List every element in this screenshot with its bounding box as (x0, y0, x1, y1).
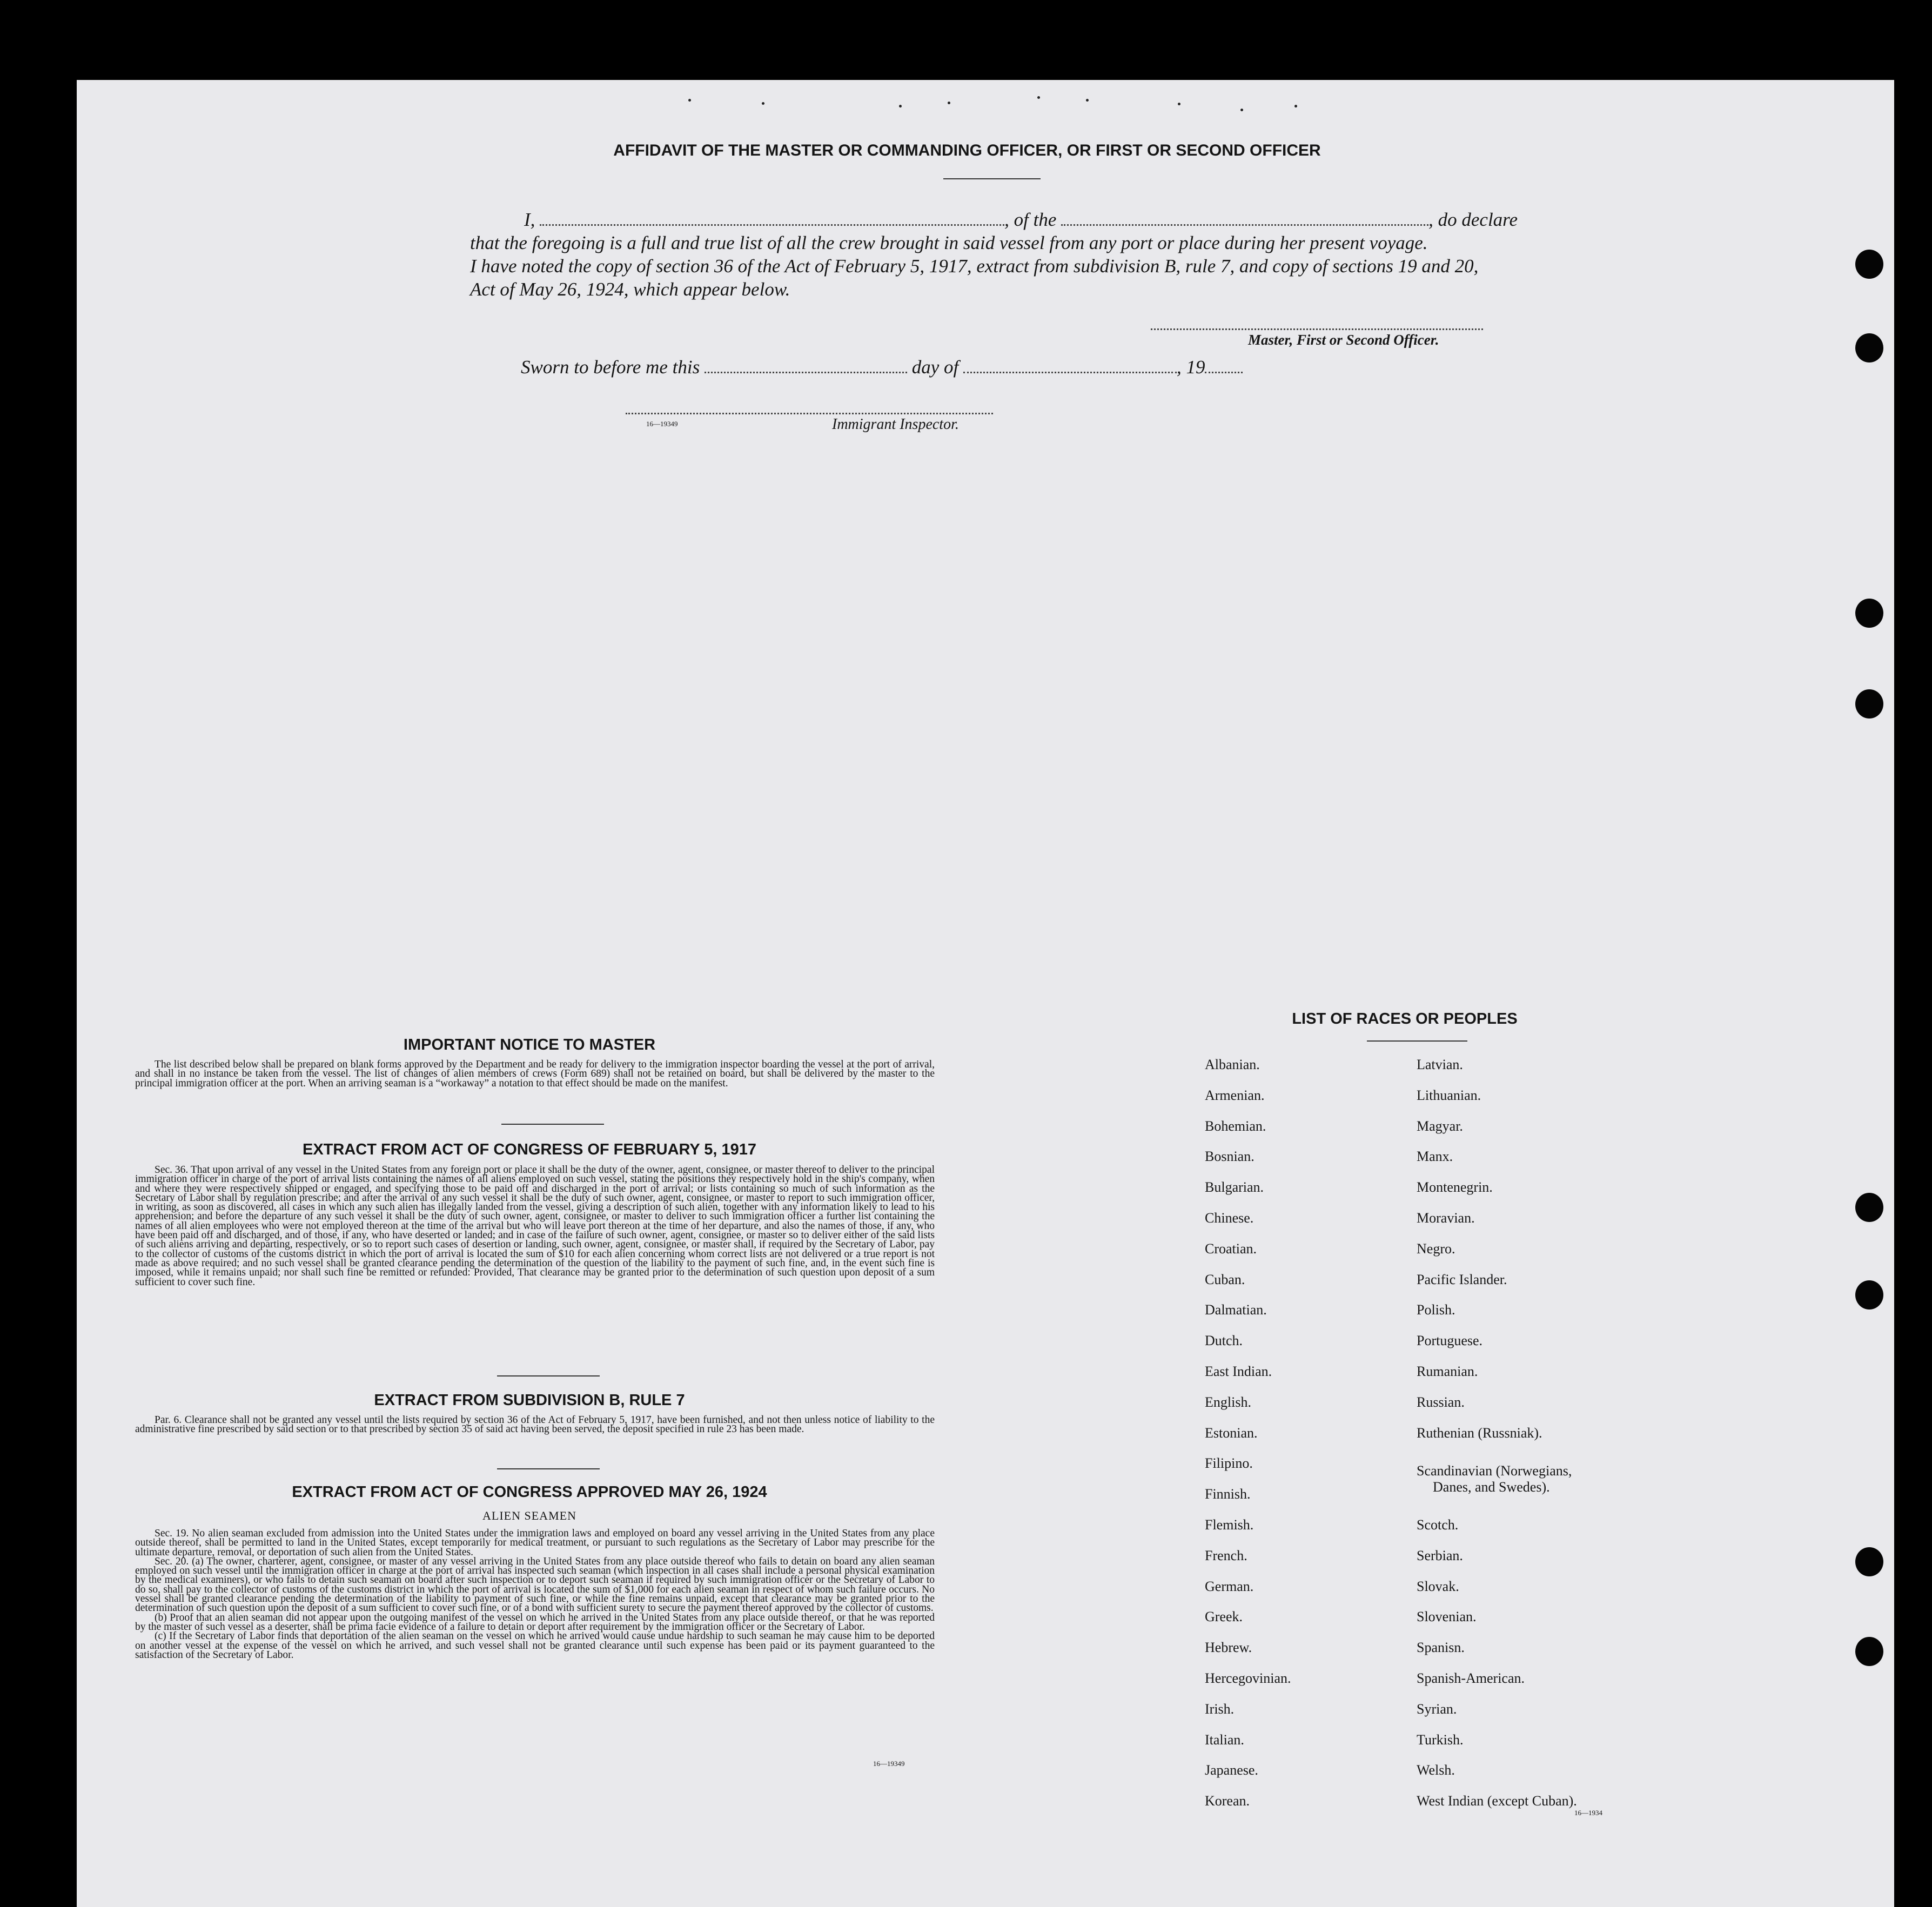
race-item: Korean. (1205, 1793, 1250, 1809)
race-item: Welsh. (1417, 1762, 1455, 1778)
race-item: Spanish-American. (1417, 1670, 1525, 1686)
punch-hole (1855, 689, 1883, 719)
race-item: Pacific Islander. (1417, 1271, 1507, 1287)
races-left-column (1205, 1057, 1291, 1824)
speck (1178, 103, 1180, 105)
race-item: Ruthenian (Russniak). (1417, 1425, 1542, 1441)
sec-20a-text: Sec. 20. (a) The owner, charterer, agent, consignee, or master of any vessel arriving in the United States from any place outside thereof who fails to detain on board any alien seaman employed on such vessel until the immigration officer in charge at the port of arrival has inspected such seaman (which inspection in all cases shall include a personal physical examination by the medical examiners), or who fails to detain such seaman on board after such inspection or to deport such seaman if required by such immigration officer or the Secretary of Labor to do so, shall pay to the collector of customs of the customs district in which the port of arrival is located the sum of $1,000 for each alien seaman in respect of whom such failure occurs. No vessel shall be granted clearance pending the determination of the liability to payment of such fine, or while the fine remains unpaid, except that clearance may be granted prior to the determination of such question upon the deposit of a sum sufficient to cover such fine, or of a bond with sufficient surety to secure the payment thereof approved by the collector of customs. (135, 1555, 935, 1614)
race-item: Hercegovinian. (1205, 1670, 1291, 1686)
sec-36-text: Sec. 36. That upon arrival of any vessel in the United States from any foreign port or place it shall be the duty of the owner, agent, consignee, or master thereof to deliver to the principal immigration officer in charge of the port of arrival lists containing the names of all aliens employed on such vessel, stating the positions they respectively hold in the ship's company, when and where they were respectively shipped or engaged, and specifying those to be paid off and discharged in the port of arrival; or lists containing so much of such information as the Secretary of Labor shall by regulation prescribe; and after the arrival of any such vessel it shall be the duty of such owner, agent, consignee, or master to report to such immigration officer, in writing, as soon as discovered, all cases in which any such alien has illegally landed from the vessel, giving a description of such alien, together with any information likely to lead to his apprehension; and before the departure of any such vessel it shall be the duty of such owner, agent, consignee, or master to deliver to such immigration officer a further list containing the names of all alien employees who were not employed thereon at the time of the arrival but who will leave port thereon at the time of her departure, and also the names of those, if any, who have been paid off and discharged, and of those, if any, who have deserted or landed; and in case of the failure of such owner, agent, consignee, or master so to deliver either of the said lists of such aliens arriving and departing, respectively, or so to report such cases of desertion or landing, such owner, agent, consignee, or master shall, if required by the Secretary of Labor, pay to the collector of customs of the customs district in which the port of arrival is located the sum of $10 for each alien concerning whom correct lists are not delivered or a true report is not made as above required; and no such vessel shall be granted clearance pending the determination of the question of the liability to the payment of such fine, and, in the event such fine is imposed, while it remains unpaid; nor shall such fine be remitted or refunded: Provided, That clearance may be granted prior to the determination of such question upon deposit of a sum sufficient to cover such fine. (135, 1164, 935, 1288)
race-item: Spanisn. (1417, 1640, 1465, 1656)
affidavit-of-the: , of the (1004, 209, 1057, 230)
sworn-month-blank (963, 358, 1177, 373)
inspector-label: Immigrant Inspector. (832, 416, 959, 433)
race-item: Polish. (1417, 1302, 1455, 1318)
extract-1924-body (135, 1529, 935, 1750)
divider (497, 1375, 600, 1376)
speck (688, 99, 691, 102)
race-item: Bulgarian. (1205, 1179, 1264, 1196)
rule-7-title: EXTRACT FROM SUBDIVISION B, RULE 7 (374, 1392, 685, 1409)
sworn-day-of: day of (911, 357, 959, 378)
race-item: Bosnian. (1205, 1149, 1255, 1165)
alien-seamen-subtitle: ALIEN SEAMEN (482, 1509, 576, 1522)
extract-1917-body (135, 1165, 935, 1361)
punch-hole (1855, 333, 1883, 362)
race-item: Armenian. (1205, 1087, 1265, 1103)
sec-20c-text: (c) If the Secretary of Labor finds that deportation of the alien seaman on the vessel on which he arrived would cause undue hardship to such seaman he may cause him to be deported on another vessel at the expense of the vessel on which he arrived, and such vessel shall not be granted clearance until such expense has been paid or its payment guaranteed to the satisfaction of the Secretary of Labor. (135, 1630, 935, 1661)
race-item: Cuban. (1205, 1271, 1245, 1287)
race-item: Dutch. (1205, 1333, 1243, 1349)
punch-hole (1855, 250, 1883, 279)
sec-20b-text: (b) Proof that an alien seaman did not appear upon the outgoing manifest of the vessel on which he arrived in the United States from any place outside thereof, or that he was reported by the master of such vessel as a deserter, shall be prima facie evidence of a failure to detain or deport after requirement by the immigration officer or the Secretary of Labor. (135, 1611, 935, 1633)
affidavit-line-1 (470, 208, 1518, 232)
race-item: Scandinavian (Norwegians, (1417, 1463, 1572, 1479)
par-6-text: Par. 6. Clearance shall not be granted any vessel until the lists required by section 36 of the Act of February 5, 1917, have been furnished, and not then unless notice of liability to the administrative fine prescribed by said section or to that prescribed by section 35 of said act having been served, the deposit specified in rule 23 has been made. (135, 1414, 935, 1435)
race-item: Magyar. (1417, 1118, 1463, 1134)
race-item-scandinavian (1417, 1455, 1577, 1517)
form-number: 16—1934 (1574, 1809, 1602, 1817)
race-item: Bohemian. (1205, 1118, 1266, 1134)
race-item: Chinese. (1205, 1210, 1254, 1226)
name-blank (540, 210, 1004, 226)
race-item: Slovak. (1417, 1578, 1459, 1594)
punch-hole (1855, 1637, 1883, 1666)
race-item: Lithuanian. (1417, 1087, 1481, 1103)
race-item-continuation: Danes, and Swedes). (1433, 1479, 1550, 1495)
divider (501, 1124, 604, 1125)
form-number: 16—19349 (873, 1760, 905, 1768)
master-signature-line (1151, 328, 1483, 330)
race-item: Turkish. (1417, 1731, 1464, 1748)
sworn-line (470, 355, 1507, 379)
rule-7-body (135, 1415, 935, 1443)
inspector-signature-line (626, 413, 993, 414)
divider (943, 178, 1041, 179)
race-item: Dalmatian. (1205, 1302, 1267, 1318)
race-item: Serbian. (1417, 1547, 1463, 1563)
affidavit-line-2: that the foregoing is a full and true list of all the crew brought in said vessel from any port or place during her present voyage. (470, 232, 1428, 253)
races-title: LIST OF RACES OR PEOPLES (1292, 1010, 1518, 1028)
race-item: Moravian. (1417, 1210, 1475, 1226)
punch-hole (1855, 1547, 1883, 1576)
affidavit-do-declare: , do declare (1428, 209, 1518, 230)
speck (1086, 99, 1089, 102)
race-item: West Indian (except Cuban). (1417, 1793, 1577, 1809)
race-item: Slovenian. (1417, 1609, 1477, 1625)
extract-1924-title: EXTRACT FROM ACT OF CONGRESS APPROVED MAY 26, 1924 (292, 1483, 767, 1501)
race-item: Croatian. (1205, 1240, 1257, 1257)
sec-19-text: Sec. 19. No alien seaman excluded from admission into the United States under the immigration laws and employed on board any vessel arriving in the United States from any place outside thereof, shall be permitted to land in the United States, except temporarily for medical treatment, or pursuant to such regulations as the Secretary of Labor may prescribe for the ultimate departure, removal, or deportation of such alien from the United States. (135, 1528, 935, 1558)
race-item: Russian. (1417, 1394, 1465, 1410)
race-item: Montenegrin. (1417, 1179, 1493, 1196)
affidavit-title: AFFIDAVIT OF THE MASTER OR COMMANDING OFFICER, OR FIRST OR SECOND OFFICER (613, 142, 1321, 159)
race-item: Manx. (1417, 1149, 1453, 1165)
speck (948, 102, 950, 104)
race-item: Filipino. (1205, 1455, 1253, 1472)
sworn-year: , 19 (1176, 357, 1205, 378)
race-item: Flemish. (1205, 1516, 1254, 1533)
speck (762, 102, 764, 105)
speck (1240, 109, 1243, 111)
notice-text: The list described below shall be prepared on blank forms approved by the Department and be ready for delivery to the immigration inspector boarding the vessel at the port of arrival, and shall in no instance be taken from the vessel. The list of changes of alien members of crews (Form 689) shall not be retained on board, but shall be delivered by the master to the principal immigration officer at the port. When an arriving seaman is a “workaway” a notation to that effect should be made on the manifest. (135, 1059, 935, 1089)
notice-body (135, 1060, 935, 1106)
race-item: East Indian. (1205, 1363, 1272, 1379)
race-item: Latvian. (1417, 1057, 1463, 1072)
race-item: Hebrew. (1205, 1640, 1252, 1656)
affidavit-line-3: I have noted the copy of section 36 of the Act of February 5, 1917, extract from subdivision B, rule 7, and copy of sections 19 and 20, (470, 256, 1479, 277)
race-item: Italian. (1205, 1731, 1244, 1748)
race-item: Greek. (1205, 1609, 1243, 1625)
punch-hole (1855, 1193, 1883, 1222)
affidavit-line-4: Act of May 26, 1924, which appear below. (470, 279, 790, 300)
affidavit-i: I, (524, 209, 535, 230)
divider (1367, 1040, 1467, 1042)
punch-hole (1855, 599, 1883, 628)
speck (1037, 96, 1040, 99)
races-right-column (1417, 1057, 1577, 1824)
race-item: Estonian. (1205, 1425, 1258, 1441)
sworn-year-blank (1205, 358, 1243, 373)
race-item: Japanese. (1205, 1762, 1258, 1778)
race-item: Portuguese. (1417, 1333, 1483, 1349)
form-number: 16—19349 (646, 420, 678, 428)
master-label: Master, First or Second Officer. (1248, 332, 1439, 348)
race-item: Scotch. (1417, 1516, 1459, 1533)
race-item: French. (1205, 1547, 1247, 1563)
race-item: Syrian. (1417, 1701, 1457, 1717)
race-item: Rumanian. (1417, 1363, 1478, 1379)
speck (1294, 105, 1297, 108)
notice-title: IMPORTANT NOTICE TO MASTER (403, 1036, 656, 1053)
speck (899, 105, 902, 108)
divider (497, 1468, 600, 1469)
race-item: Irish. (1205, 1701, 1235, 1717)
sworn-text: Sworn to before me this (521, 357, 700, 378)
race-item: Negro. (1417, 1240, 1455, 1257)
race-item: Finnish. (1205, 1486, 1251, 1502)
vessel-blank (1061, 210, 1428, 226)
punch-hole (1855, 1280, 1883, 1310)
sworn-day-blank (705, 358, 907, 373)
race-item: Albanian. (1205, 1057, 1260, 1072)
race-item: German. (1205, 1578, 1254, 1594)
race-item: English. (1205, 1394, 1251, 1410)
extract-1917-title: EXTRACT FROM ACT OF CONGRESS OF FEBRUARY 5, 1917 (302, 1141, 757, 1158)
